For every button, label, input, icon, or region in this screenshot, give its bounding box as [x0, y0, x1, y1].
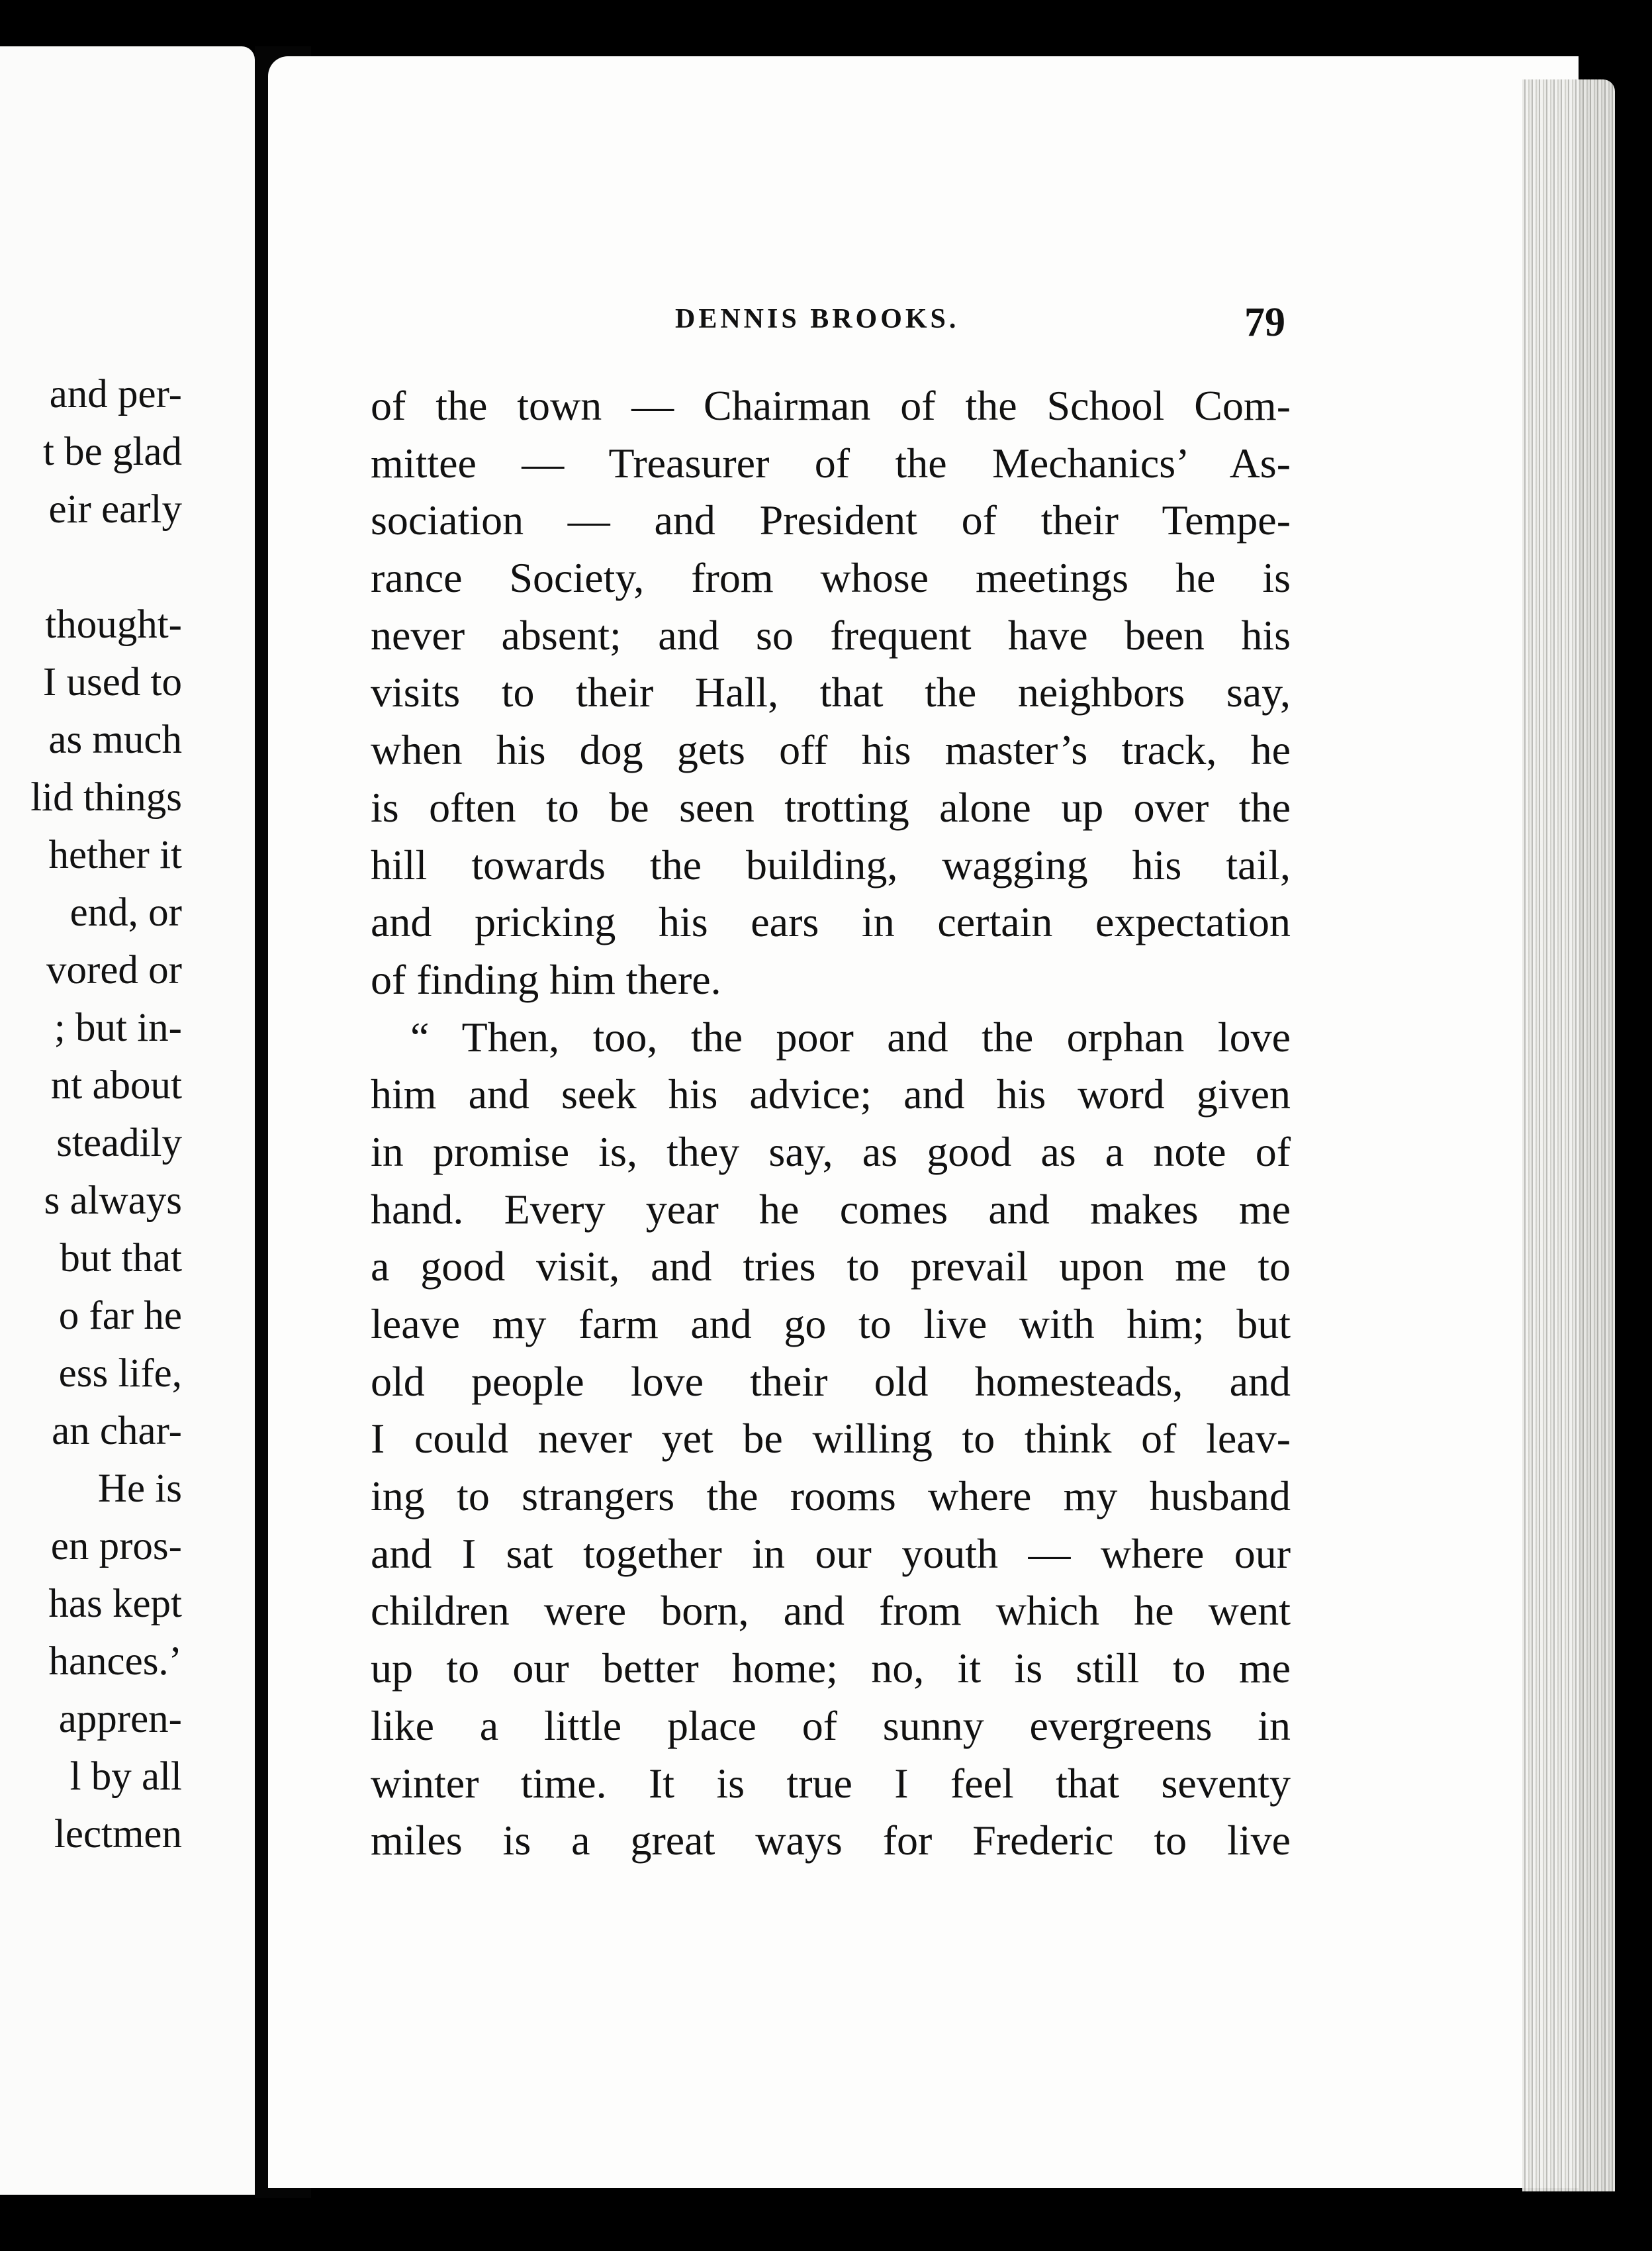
text-line: is often to be seen trotting alone up over the: [371, 783, 1291, 831]
running-head: DENNIS BROOKS.: [675, 304, 960, 334]
left-page-line: hether it: [48, 833, 182, 877]
body-text: [371, 377, 1291, 1870]
text-line: in promise is, they say, as good as a note of: [371, 1127, 1291, 1175]
page-fore-edge: [1522, 79, 1615, 2191]
left-page-line: nt about: [50, 1063, 182, 1108]
left-page-line: eir early: [48, 487, 182, 532]
text-line: hill towards the building, wagging his tail,: [371, 841, 1291, 888]
text-line: visits to their Hall, that the neighbors say,: [371, 669, 1291, 716]
left-page-line: s always: [44, 1178, 182, 1223]
text-line: and pricking his ears in certain expectation: [371, 898, 1291, 946]
text-line: children were born, and from which he went: [371, 1587, 1291, 1635]
left-page-line: He is: [97, 1466, 182, 1511]
left-page-line: appren-: [58, 1697, 182, 1741]
text-line: ing to strangers the rooms where my husband: [371, 1472, 1291, 1520]
text-line: never absent; and so frequent have been his: [371, 611, 1291, 659]
left-page-line: hances.’: [48, 1639, 182, 1684]
text-line: like a little place of sunny evergreens in: [371, 1701, 1291, 1749]
left-page-line: en pros-: [50, 1524, 182, 1568]
left-page-line: ; but in-: [54, 1006, 182, 1050]
text-line: rance Society, from whose meetings he is: [371, 554, 1291, 602]
text-line: miles is a great ways for Frederic to live: [371, 1817, 1291, 1864]
left-page-line: has kept: [48, 1582, 182, 1626]
left-page-line: ess life,: [58, 1351, 182, 1396]
text-line: when his dog gets off his master’s track, he: [371, 726, 1291, 774]
text-line: and I sat together in our youth — where our: [371, 1529, 1291, 1577]
text-line: sociation — and President of their Tempe-: [371, 497, 1291, 544]
left-page-line: lid things: [30, 775, 182, 820]
left-page-line: as much: [48, 718, 182, 762]
left-page-line: thought-: [45, 602, 182, 647]
left-page-line: o far he: [58, 1294, 182, 1338]
text-line: him and seek his advice; and his word given: [371, 1071, 1291, 1118]
left-page-line: l by all: [69, 1754, 182, 1799]
text-line: I could never yet be willing to think of leav-: [371, 1415, 1291, 1462]
left-page-line: an char-: [52, 1409, 182, 1453]
left-page-line: t be glad: [42, 430, 182, 474]
left-page-line: end, or: [69, 890, 182, 935]
left-page-line: steadily: [56, 1121, 182, 1165]
text-line: a good visit, and tries to prevail upon me to: [371, 1243, 1291, 1290]
left-page-line: and per-: [49, 372, 182, 416]
text-line: “ Then, too, the poor and the orphan love: [410, 1013, 1291, 1061]
text-line: up to our better home; no, it is still to me: [371, 1645, 1291, 1692]
text-line: leave my farm and go to live with him; but: [371, 1300, 1291, 1347]
left-page-line: I used to: [42, 660, 182, 704]
left-page-line: lectmen: [54, 1812, 182, 1856]
left-page: [0, 46, 255, 2195]
text-line: mittee — Treasurer of the Mechanics’ As-: [371, 439, 1291, 487]
page-number: 79: [1244, 300, 1285, 345]
text-line: hand. Every year he comes and makes me: [371, 1185, 1291, 1233]
text-line: of the town — Chairman of the School Com-: [371, 382, 1291, 429]
text-line: old people love their old homesteads, and: [371, 1357, 1291, 1405]
left-page-line: but that: [60, 1236, 182, 1280]
text-line: winter time. It is true I feel that seventy: [371, 1759, 1291, 1807]
text-line: of finding him there.: [371, 955, 721, 1003]
left-page-line: vored or: [46, 948, 182, 992]
